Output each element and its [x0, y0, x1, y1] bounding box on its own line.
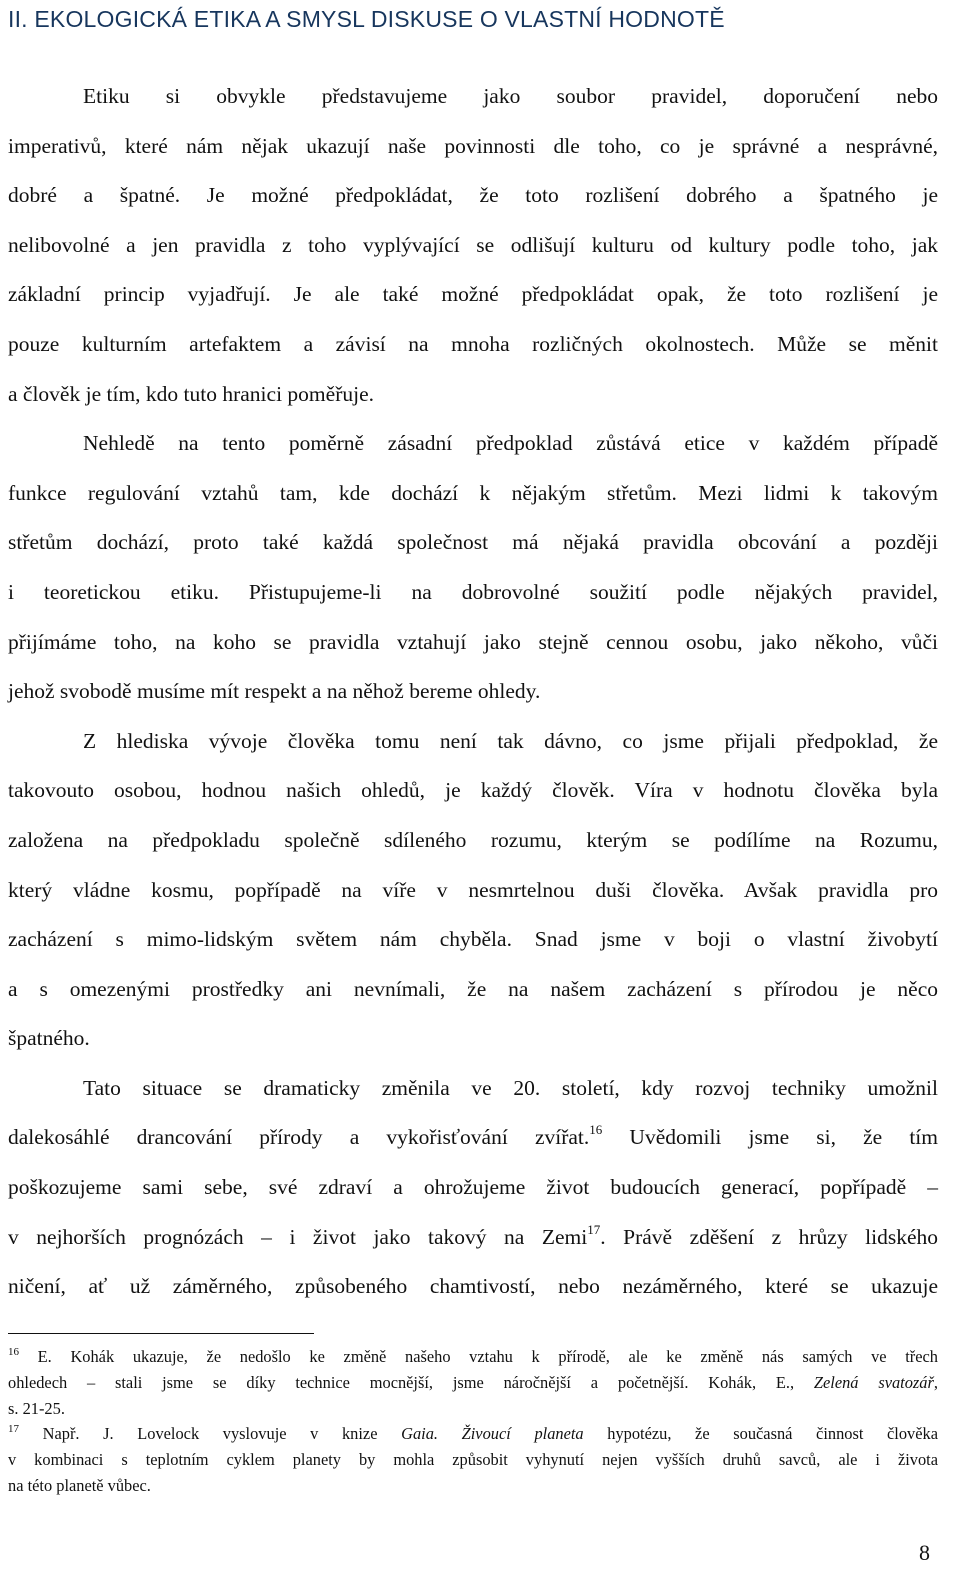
footnote-17-text-1: Např. J. Lovelock vyslovuje v knize	[42, 1424, 402, 1444]
paragraph-2-line-6: jehož svobodě musíme mít respekt a na něhož bereme ohledy.	[8, 679, 541, 704]
chapter-heading: II. EKOLOGICKÁ ETIKA A SMYSL DISKUSE O VLASTNÍ HODNOTĚ	[8, 6, 725, 32]
paragraph-4-line-3: poškozujeme sami sebe, své zdraví a ohrožujeme život budoucích generací, popřípadě –	[8, 1175, 938, 1200]
paragraph-3-line-3: založena na předpokladu společně sdíleného rozumu, kterým se podílíme na Rozumu,	[8, 827, 938, 852]
paragraph-2-line-4: i teoretickou etiku. Přistupujeme-li na dobrovolné soužití podle nějakých pravidel,	[8, 579, 938, 604]
footnote-16-text-2: ohledech – stali jsme se díky technice mocnější, jsme náročnější a početnější. Kohák, E.,	[8, 1372, 814, 1392]
footnote-17-number: 17	[8, 1423, 19, 1436]
paragraph-1-line-7: a člověk je tím, kdo tuto hranici poměřuje.	[8, 381, 374, 406]
paragraph-1-line-1: Etiku si obvykle představujeme jako soubor pravidel, doporučení nebo	[83, 84, 938, 108]
paragraph-3-line-5: zacházení s mimo-lidským světem nám chyběla. Snad jsme v boji o vlastní živobytí	[8, 927, 938, 952]
footnote-16-line-2	[8, 1370, 938, 1396]
footnote-17-line-3: na této planetě vůbec.	[8, 1475, 151, 1495]
paragraph-1-line-4: nelibovolné a jen pravidla z toho vyplývající se odlišují kulturu od kultury podle toho, jak	[8, 232, 938, 257]
footnote-17-text-1-post: hypotézu, že současná činnost člověka	[583, 1424, 938, 1444]
paragraph-3-line-1: Z hlediska vývoje člověka tomu není tak dávno, co jsme přijali předpoklad, že	[83, 728, 938, 753]
footnote-17-line-2: v kombinaci s teplotním cyklem planety by mohla způsobit vyhynutí nejen vyšších druhů savců, ale i života	[8, 1450, 938, 1470]
paragraph-4-line-1: Tato situace se dramaticky změnila ve 20. století, kdy rozvoj techniky umožnil	[83, 1075, 938, 1100]
page-number: 8	[919, 1540, 930, 1565]
footnote-16-line-1	[8, 1344, 938, 1370]
footnotes	[8, 1344, 938, 1499]
paragraph-4-line-4-text: v nejhorších prognózách – i život jako takový na Zemi	[8, 1224, 588, 1249]
paragraph-4-line-2	[8, 1113, 938, 1163]
paragraph-2-line-3: střetům dochází, proto také každá společnost má nějaká pravidla obcování a později	[8, 530, 938, 555]
paragraph-4-line-2-text: dalekosáhlé drancování přírody a vykořisťování zvířat.	[8, 1125, 590, 1150]
paragraph-1-line-2: imperativů, které nám nějak ukazují naše povinnosti dle toho, co je správné a nesprávné,	[8, 133, 938, 158]
paragraph-3-line-6: a s omezenými prostředky ani nevnímali, že na našem zacházení s přírodou je něco	[8, 976, 938, 1001]
paragraph-3-line-7: špatného.	[8, 1026, 90, 1051]
body-text	[8, 72, 938, 1312]
footnote-separator	[8, 1333, 314, 1334]
footnote-17-line-1	[8, 1421, 938, 1447]
footnote-16-number: 16	[8, 1346, 19, 1358]
footnote-17-book-title: Gaia. Živoucí planeta	[401, 1424, 584, 1444]
footnote-16-text-2-post: ,	[933, 1372, 938, 1392]
paragraph-4-line-2-tail: Uvědomili jsme si, že tím	[629, 1125, 938, 1150]
paragraph-1-line-5: základní princip vyjadřují. Je ale také možné předpokládat opak, že toto rozlišení je	[8, 282, 938, 307]
paragraph-3-line-2: takovouto osobou, hodnou našich ohledů, je každý člověk. Víra v hodnotu člověka byla	[8, 778, 938, 803]
footnote-16-line-3: s. 21-25.	[8, 1398, 65, 1418]
paragraph-4-line-4-tail: . Právě zděšení z hrůzy lidského	[600, 1224, 938, 1249]
paragraph-2-line-1: Nehledě na tento poměrně zásadní předpoklad zůstává etice v každém případě	[83, 431, 938, 456]
paragraph-2-line-5: přijímáme toho, na koho se pravidla vztahují jako stejně cennou osobu, jako někoho, vůči	[8, 629, 938, 654]
paragraph-1-line-6: pouze kulturním artefaktem a závisí na mnoha rozličných okolnostech. Může se měnit	[8, 331, 938, 356]
footnote-16-book-title: Zelená svatozář	[813, 1372, 934, 1392]
paragraph-1-line-3: dobré a špatné. Je možné předpokládat, že toto rozlišení dobrého a špatného je	[8, 183, 938, 208]
footnote-ref-17[interactable]: 17	[587, 1221, 601, 1237]
footnote-16-text-1: E. Kohák ukazuje, že nedošlo ke změně našeho vztahu k přírodě, ale ke změně nás samých ve třech	[37, 1347, 938, 1366]
paragraph-4-line-4	[8, 1213, 938, 1263]
paragraph-3-line-4: který vládne kosmu, popřípadě na víře v nesmrtelnou duši člověka. Avšak pravidla pro	[8, 877, 938, 902]
footnote-ref-16[interactable]: 16	[589, 1122, 603, 1138]
paragraph-2-line-2: funkce regulování vztahů tam, kde dochází k nějakým střetům. Mezi lidmi k takovým	[8, 480, 938, 505]
paragraph-4-line-5: ničení, ať už záměrného, způsobeného chamtivostí, nebo nezáměrného, které se ukazuje	[8, 1274, 938, 1299]
